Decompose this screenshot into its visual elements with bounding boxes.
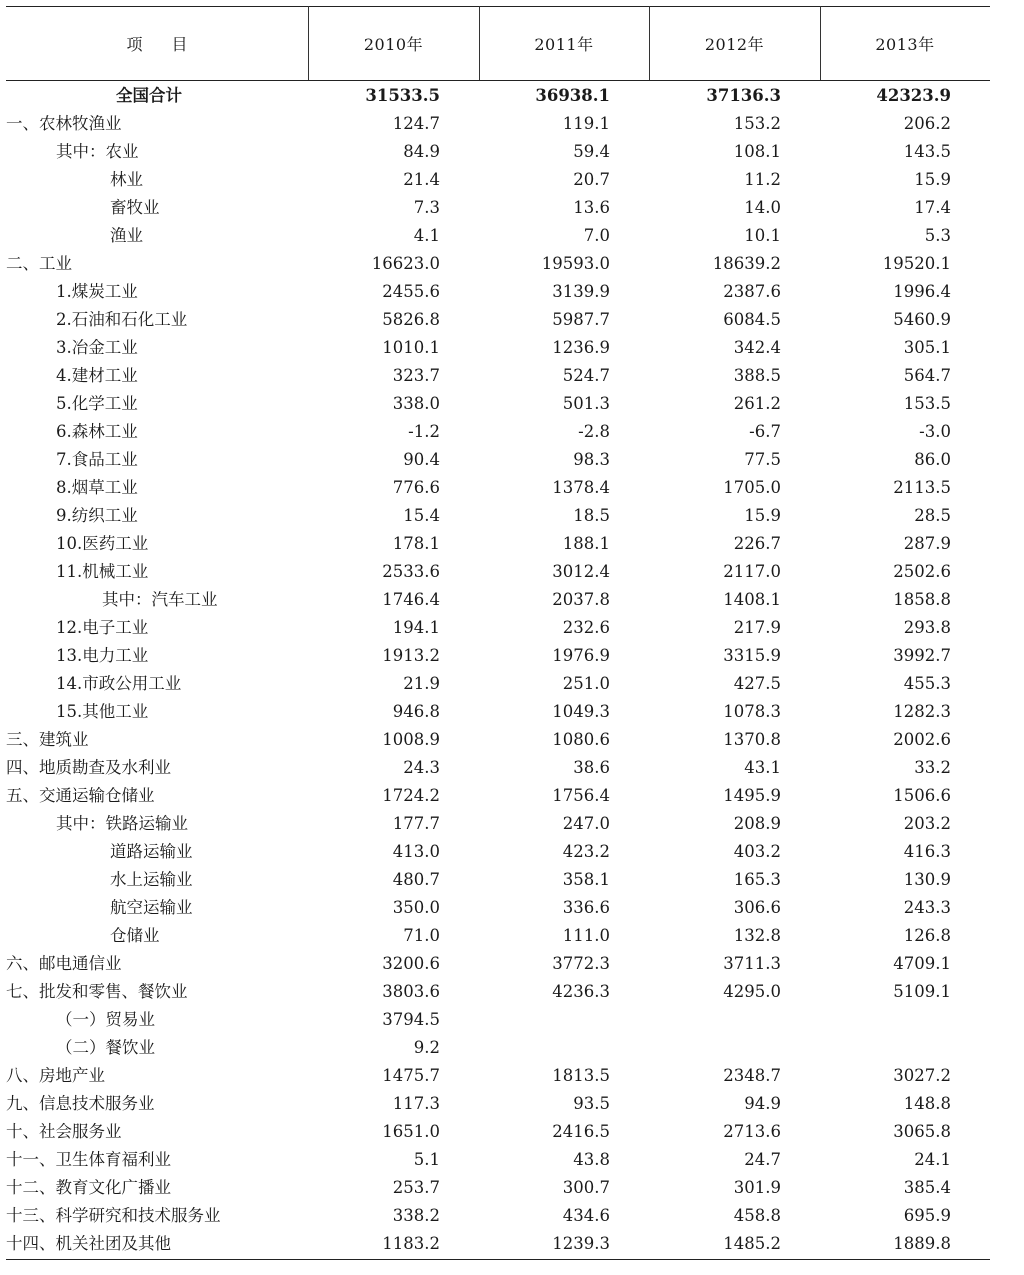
table-row [6, 810, 990, 838]
cell-value: 413.0 [392, 842, 440, 861]
cell-value: 253.7 [392, 1178, 440, 1197]
cell-value: 19593.0 [541, 254, 610, 273]
row-label: 9.纺织工业 [56, 506, 138, 525]
cell-value: 1183.2 [382, 1234, 440, 1253]
cell-value: 3200.6 [382, 954, 440, 973]
cell-value: 1495.9 [723, 786, 781, 805]
cell-value: 90.4 [403, 450, 440, 469]
cell-value: 15.9 [744, 506, 781, 525]
table-row [6, 362, 990, 390]
cell-value: 86.0 [914, 450, 951, 469]
cell-value: 11.2 [744, 170, 781, 189]
row-label: 8.烟草工业 [56, 478, 138, 497]
header-year-2011: 2011年 [534, 34, 594, 54]
cell-value: 5.3 [924, 226, 951, 245]
row-label: 3.冶金工业 [56, 338, 138, 357]
cell-value: 208.9 [733, 814, 781, 833]
cell-value: 4.1 [413, 226, 440, 245]
table-row [6, 250, 990, 278]
cell-value: 300.7 [562, 1178, 610, 1197]
cell-value: 1724.2 [382, 786, 440, 805]
cell-value: 15.4 [403, 506, 440, 525]
table-row [6, 894, 990, 922]
row-label: 四、地质勘查及水利业 [6, 758, 171, 777]
row-label: 畜牧业 [110, 198, 160, 217]
cell-value: 16623.0 [371, 254, 440, 273]
cell-value: 2416.5 [552, 1122, 610, 1141]
table-row [6, 1034, 990, 1062]
table-row [6, 866, 990, 894]
cell-value: 1010.1 [382, 338, 440, 357]
table-row [6, 502, 990, 530]
cell-value: 14.0 [744, 198, 781, 217]
cell-value: 143.5 [903, 142, 951, 161]
bottom-rule [6, 1259, 990, 1260]
cell-value: 111.0 [562, 926, 610, 945]
row-label: 6.森林工业 [56, 422, 138, 441]
cell-value: 388.5 [733, 366, 781, 385]
cell-value: 24.7 [744, 1150, 781, 1169]
row-label: 5.化学工业 [56, 394, 138, 413]
table-row [6, 1146, 990, 1174]
row-label: （一）贸易业 [56, 1010, 155, 1029]
table-row [6, 1006, 990, 1034]
cell-value: 338.2 [392, 1206, 440, 1225]
table-row [6, 1202, 990, 1230]
row-label: 五、交通运输仓储业 [6, 786, 155, 805]
cell-value: 776.6 [392, 478, 440, 497]
table-row [6, 586, 990, 614]
cell-value: 153.5 [903, 394, 951, 413]
cell-value: 232.6 [562, 618, 610, 637]
cell-value: 124.7 [392, 114, 440, 133]
cell-value: 36938.1 [535, 86, 610, 105]
cell-value: 1705.0 [723, 478, 781, 497]
table-row [6, 530, 990, 558]
cell-value: 1408.1 [723, 590, 781, 609]
row-label: 12.电子工业 [56, 618, 149, 637]
cell-value: 18639.2 [712, 254, 781, 273]
cell-value: 1996.4 [893, 282, 951, 301]
row-label: 林业 [110, 170, 143, 189]
cell-value: 5826.8 [382, 310, 440, 329]
cell-value: 1913.2 [382, 646, 440, 665]
row-label: 1.煤炭工业 [56, 282, 138, 301]
row-label: 渔业 [110, 226, 143, 245]
table-body [6, 82, 990, 1258]
cell-value: 5109.1 [893, 982, 951, 1001]
table-row [6, 390, 990, 418]
cell-value: 301.9 [733, 1178, 781, 1197]
cell-value: 130.9 [903, 870, 951, 889]
cell-value: 261.2 [733, 394, 781, 413]
row-label: 其中：农业 [56, 142, 139, 161]
table-row [6, 950, 990, 978]
row-label: 十四、机关社团及其他 [6, 1234, 171, 1253]
cell-value: 427.5 [733, 674, 781, 693]
cell-value: 342.4 [733, 338, 781, 357]
cell-value: 1370.8 [723, 730, 781, 749]
cell-value: 251.0 [562, 674, 610, 693]
cell-value: 3803.6 [382, 982, 440, 1001]
table-row [6, 446, 990, 474]
cell-value: 94.9 [744, 1094, 781, 1113]
cell-value: 2502.6 [893, 562, 951, 581]
cell-value: 323.7 [392, 366, 440, 385]
cell-value: 33.2 [914, 758, 951, 777]
table-row [6, 194, 990, 222]
cell-value: 1378.4 [552, 478, 610, 497]
cell-value: 42323.9 [876, 86, 951, 105]
cell-value: 480.7 [392, 870, 440, 889]
cell-value: 455.3 [903, 674, 951, 693]
cell-value: 3027.2 [893, 1066, 951, 1085]
header-item: 项 目 [126, 34, 200, 54]
cell-value: -3.0 [919, 422, 951, 441]
cell-value: 188.1 [562, 534, 610, 553]
cell-value: 1889.8 [893, 1234, 951, 1253]
cell-value: 4709.1 [893, 954, 951, 973]
cell-value: 2348.7 [723, 1066, 781, 1085]
row-label: 其中：铁路运输业 [56, 814, 188, 833]
cell-value: 1858.8 [893, 590, 951, 609]
cell-value: 3139.9 [552, 282, 610, 301]
cell-value: 338.0 [392, 394, 440, 413]
cell-value: 178.1 [392, 534, 440, 553]
table-row [6, 474, 990, 502]
cell-value: 153.2 [733, 114, 781, 133]
cell-value: 5460.9 [893, 310, 951, 329]
cell-value: 7.0 [583, 226, 610, 245]
cell-value: 38.6 [573, 758, 610, 777]
cell-value: 5.1 [413, 1150, 440, 1169]
cell-value: 423.2 [562, 842, 610, 861]
cell-value: 59.4 [573, 142, 610, 161]
table-row [6, 278, 990, 306]
cell-value: 21.4 [403, 170, 440, 189]
cell-value: 1485.2 [723, 1234, 781, 1253]
cell-value: 37136.3 [706, 86, 781, 105]
cell-value: 98.3 [573, 450, 610, 469]
cell-value: 132.8 [733, 926, 781, 945]
cell-value: 458.8 [733, 1206, 781, 1225]
cell-value: 43.8 [573, 1150, 610, 1169]
row-label: 十三、科学研究和技术服务业 [6, 1206, 221, 1225]
cell-value: 2387.6 [723, 282, 781, 301]
cell-value: 13.6 [573, 198, 610, 217]
cell-value: 305.1 [903, 338, 951, 357]
row-label: 航空运输业 [110, 898, 193, 917]
cell-value: 2037.8 [552, 590, 610, 609]
cell-value: 17.4 [914, 198, 951, 217]
cell-value: 2002.6 [893, 730, 951, 749]
table-row [6, 222, 990, 250]
cell-value: 77.5 [744, 450, 781, 469]
cell-value: 306.6 [733, 898, 781, 917]
cell-value: 385.4 [903, 1178, 951, 1197]
table-row [6, 110, 990, 138]
table-row [6, 558, 990, 586]
row-label: 十、社会服务业 [6, 1122, 122, 1141]
cell-value: 434.6 [562, 1206, 610, 1225]
cell-value: 15.9 [914, 170, 951, 189]
cell-value: 1475.7 [382, 1066, 440, 1085]
cell-value: 9.2 [413, 1038, 440, 1057]
table-row [6, 782, 990, 810]
table-row [6, 1090, 990, 1118]
cell-value: 2117.0 [723, 562, 781, 581]
cell-value: 226.7 [733, 534, 781, 553]
cell-value: 4295.0 [723, 982, 781, 1001]
row-label: 六、邮电通信业 [6, 954, 122, 973]
cell-value: -2.8 [578, 422, 610, 441]
header-year-2013: 2013年 [875, 34, 935, 54]
row-label: （二）餐饮业 [56, 1038, 155, 1057]
cell-value: 108.1 [733, 142, 781, 161]
table-row [6, 1062, 990, 1090]
header-rule [6, 80, 990, 81]
cell-value: 177.7 [392, 814, 440, 833]
cell-value: 217.9 [733, 618, 781, 637]
cell-value: 43.1 [744, 758, 781, 777]
cell-value: 1813.5 [552, 1066, 610, 1085]
cell-value: 1078.3 [723, 702, 781, 721]
cell-value: 293.8 [903, 618, 951, 637]
cell-value: 247.0 [562, 814, 610, 833]
table-row [6, 166, 990, 194]
table-row [6, 138, 990, 166]
cell-value: 148.8 [903, 1094, 951, 1113]
row-label: 7.食品工业 [56, 450, 138, 469]
cell-value: 358.1 [562, 870, 610, 889]
cell-value: 1239.3 [552, 1234, 610, 1253]
cell-value: 93.5 [573, 1094, 610, 1113]
cell-value: -6.7 [749, 422, 781, 441]
cell-value: 1080.6 [552, 730, 610, 749]
cell-value: 71.0 [403, 926, 440, 945]
cell-value: 695.9 [903, 1206, 951, 1225]
cell-value: 564.7 [903, 366, 951, 385]
cell-value: 18.5 [573, 506, 610, 525]
cell-value: 946.8 [392, 702, 440, 721]
cell-value: 28.5 [914, 506, 951, 525]
cell-value: 206.2 [903, 114, 951, 133]
table-row [6, 754, 990, 782]
cell-value: 21.9 [403, 674, 440, 693]
row-label: 十一、卫生体育福利业 [6, 1150, 171, 1169]
cell-value: 119.1 [562, 114, 610, 133]
row-label: 水上运输业 [110, 870, 193, 889]
cell-value: 20.7 [573, 170, 610, 189]
table-row [6, 334, 990, 362]
cell-value: 1049.3 [552, 702, 610, 721]
row-label: 仓储业 [110, 926, 160, 945]
cell-value: 1282.3 [893, 702, 951, 721]
table-row [6, 306, 990, 334]
cell-value: 287.9 [903, 534, 951, 553]
cell-value: 3012.4 [552, 562, 610, 581]
cell-value: 2533.6 [382, 562, 440, 581]
row-label: 三、建筑业 [6, 730, 89, 749]
row-label: 道路运输业 [110, 842, 193, 861]
row-label: 全国合计 [116, 86, 182, 105]
cell-value: 117.3 [392, 1094, 440, 1113]
table-row [6, 838, 990, 866]
cell-value: 3711.3 [723, 954, 781, 973]
cell-value: 84.9 [403, 142, 440, 161]
header-year-2012: 2012年 [704, 34, 765, 54]
cell-value: 1746.4 [382, 590, 440, 609]
total-row [6, 82, 990, 110]
cell-value: 4236.3 [552, 982, 610, 1001]
cell-value: 203.2 [903, 814, 951, 833]
row-label: 2.石油和石化工业 [56, 310, 188, 329]
cell-value: 24.1 [914, 1150, 951, 1169]
cell-value: 243.3 [903, 898, 951, 917]
cell-value: 336.6 [562, 898, 610, 917]
table-row [6, 670, 990, 698]
cell-value: 524.7 [562, 366, 610, 385]
cell-value: 501.3 [562, 394, 610, 413]
header-year-2010: 2010年 [363, 34, 424, 54]
cell-value: 2713.6 [723, 1122, 781, 1141]
table-row [6, 978, 990, 1006]
cell-value: 7.3 [413, 198, 440, 217]
cell-value: 3065.8 [893, 1122, 951, 1141]
cell-value: 1236.9 [552, 338, 610, 357]
table-row [6, 1118, 990, 1146]
table-row [6, 1230, 990, 1258]
row-label: 一、农林牧渔业 [6, 114, 122, 133]
cell-value: 31533.5 [365, 86, 440, 105]
cell-value: 3772.3 [552, 954, 610, 973]
row-label: 七、批发和零售、餐饮业 [6, 982, 188, 1001]
cell-value: 1651.0 [382, 1122, 440, 1141]
cell-value: 3992.7 [893, 646, 951, 665]
cell-value: -1.2 [408, 422, 440, 441]
cell-value: 416.3 [903, 842, 951, 861]
table-row [6, 614, 990, 642]
row-label: 13.电力工业 [56, 646, 149, 665]
cell-value: 3794.5 [382, 1010, 440, 1029]
cell-value: 10.1 [744, 226, 781, 245]
table-row [6, 418, 990, 446]
table-row [6, 1174, 990, 1202]
table-row [6, 642, 990, 670]
row-label: 八、房地产业 [6, 1066, 105, 1085]
cell-value: 165.3 [733, 870, 781, 889]
cell-value: 1756.4 [552, 786, 610, 805]
cell-value: 19520.1 [882, 254, 951, 273]
table-row [6, 726, 990, 754]
cell-value: 1976.9 [552, 646, 610, 665]
cell-value: 403.2 [733, 842, 781, 861]
cell-value: 2113.5 [893, 478, 951, 497]
row-label: 九、信息技术服务业 [6, 1094, 155, 1113]
row-label: 14.市政公用工业 [56, 674, 182, 693]
table-row [6, 922, 990, 950]
cell-value: 350.0 [392, 898, 440, 917]
row-label: 二、工业 [6, 254, 72, 273]
table-row [6, 698, 990, 726]
row-label: 4.建材工业 [56, 366, 138, 385]
cell-value: 5987.7 [552, 310, 610, 329]
row-label: 十二、教育文化广播业 [6, 1178, 171, 1197]
cell-value: 1506.6 [893, 786, 951, 805]
row-label: 10.医药工业 [56, 534, 149, 553]
cell-value: 194.1 [392, 618, 440, 637]
cell-value: 1008.9 [382, 730, 440, 749]
cell-value: 2455.6 [382, 282, 440, 301]
cell-value: 6084.5 [723, 310, 781, 329]
cell-value: 24.3 [403, 758, 440, 777]
cell-value: 3315.9 [723, 646, 781, 665]
row-label: 11.机械工业 [56, 562, 149, 581]
row-label: 其中：汽车工业 [102, 590, 218, 609]
cell-value: 126.8 [903, 926, 951, 945]
row-label: 15.其他工业 [56, 702, 149, 721]
